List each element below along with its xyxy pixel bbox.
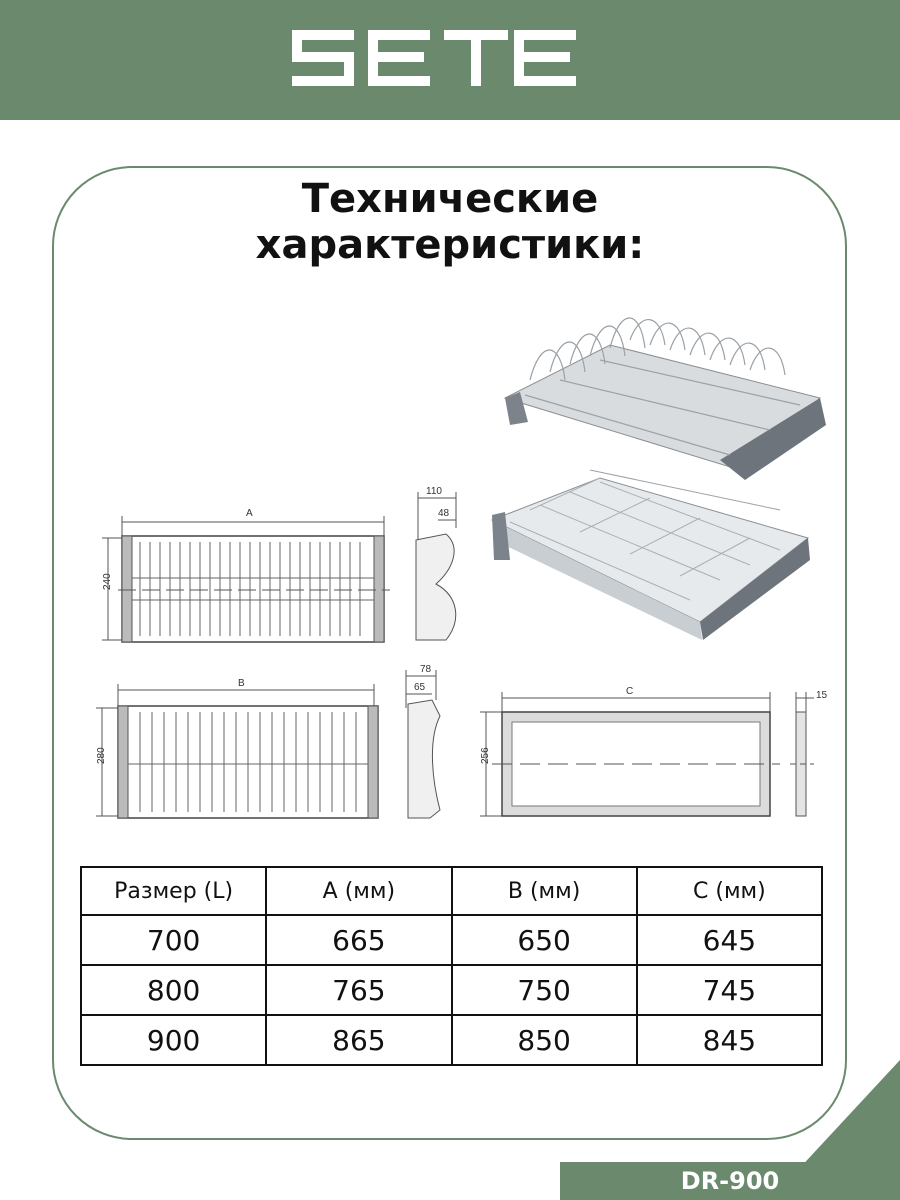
dim-label-48: 48 (438, 508, 450, 519)
cell-size: 700 (81, 915, 266, 965)
dim-label-65: 65 (414, 682, 426, 693)
table-row (81, 965, 822, 1015)
model-label: DR-900 (560, 1162, 900, 1200)
dim-label-15: 15 (816, 690, 828, 701)
title-line-2: характеристики: (255, 222, 645, 268)
cell-a: 765 (266, 965, 451, 1015)
dim-label-a: A (246, 508, 253, 519)
drawing-tray-side (790, 692, 814, 816)
dim-label-78: 78 (420, 664, 432, 675)
cell-size: 800 (81, 965, 266, 1015)
dim-label-240: 240 (102, 573, 113, 590)
cell-a: 665 (266, 915, 451, 965)
cell-a: 865 (266, 1015, 451, 1065)
specs-table (80, 866, 823, 1066)
dim-label-b: B (238, 678, 245, 689)
drawing-top-rack-plan (102, 516, 390, 642)
cell-b: 650 (452, 915, 637, 965)
drawing-tray-plan (480, 692, 780, 816)
cell-b: 750 (452, 965, 637, 1015)
drawing-top-rack-side (416, 492, 456, 640)
drawing-bottom-rack-plan (96, 684, 378, 818)
product-photo-bottom-rack (492, 470, 810, 640)
product-photo-top-rack (505, 318, 826, 480)
dim-label-256: 256 (480, 747, 491, 764)
header-size: Размер (L) (81, 867, 266, 915)
dim-label-c: C (626, 686, 634, 697)
cell-c: 845 (637, 1015, 822, 1065)
cell-b: 850 (452, 1015, 637, 1065)
table-row (81, 1015, 822, 1065)
cell-size: 900 (81, 1015, 266, 1065)
cell-c: 745 (637, 965, 822, 1015)
cell-c: 645 (637, 915, 822, 965)
header-c: C (мм) (637, 867, 822, 915)
table-row (81, 915, 822, 965)
dim-label-110: 110 (426, 486, 442, 497)
title-line-1: Технические (301, 176, 599, 222)
dim-label-280: 280 (96, 747, 107, 764)
table-header-row (81, 867, 822, 915)
header-a: A (мм) (266, 867, 451, 915)
header-b: B (мм) (452, 867, 637, 915)
